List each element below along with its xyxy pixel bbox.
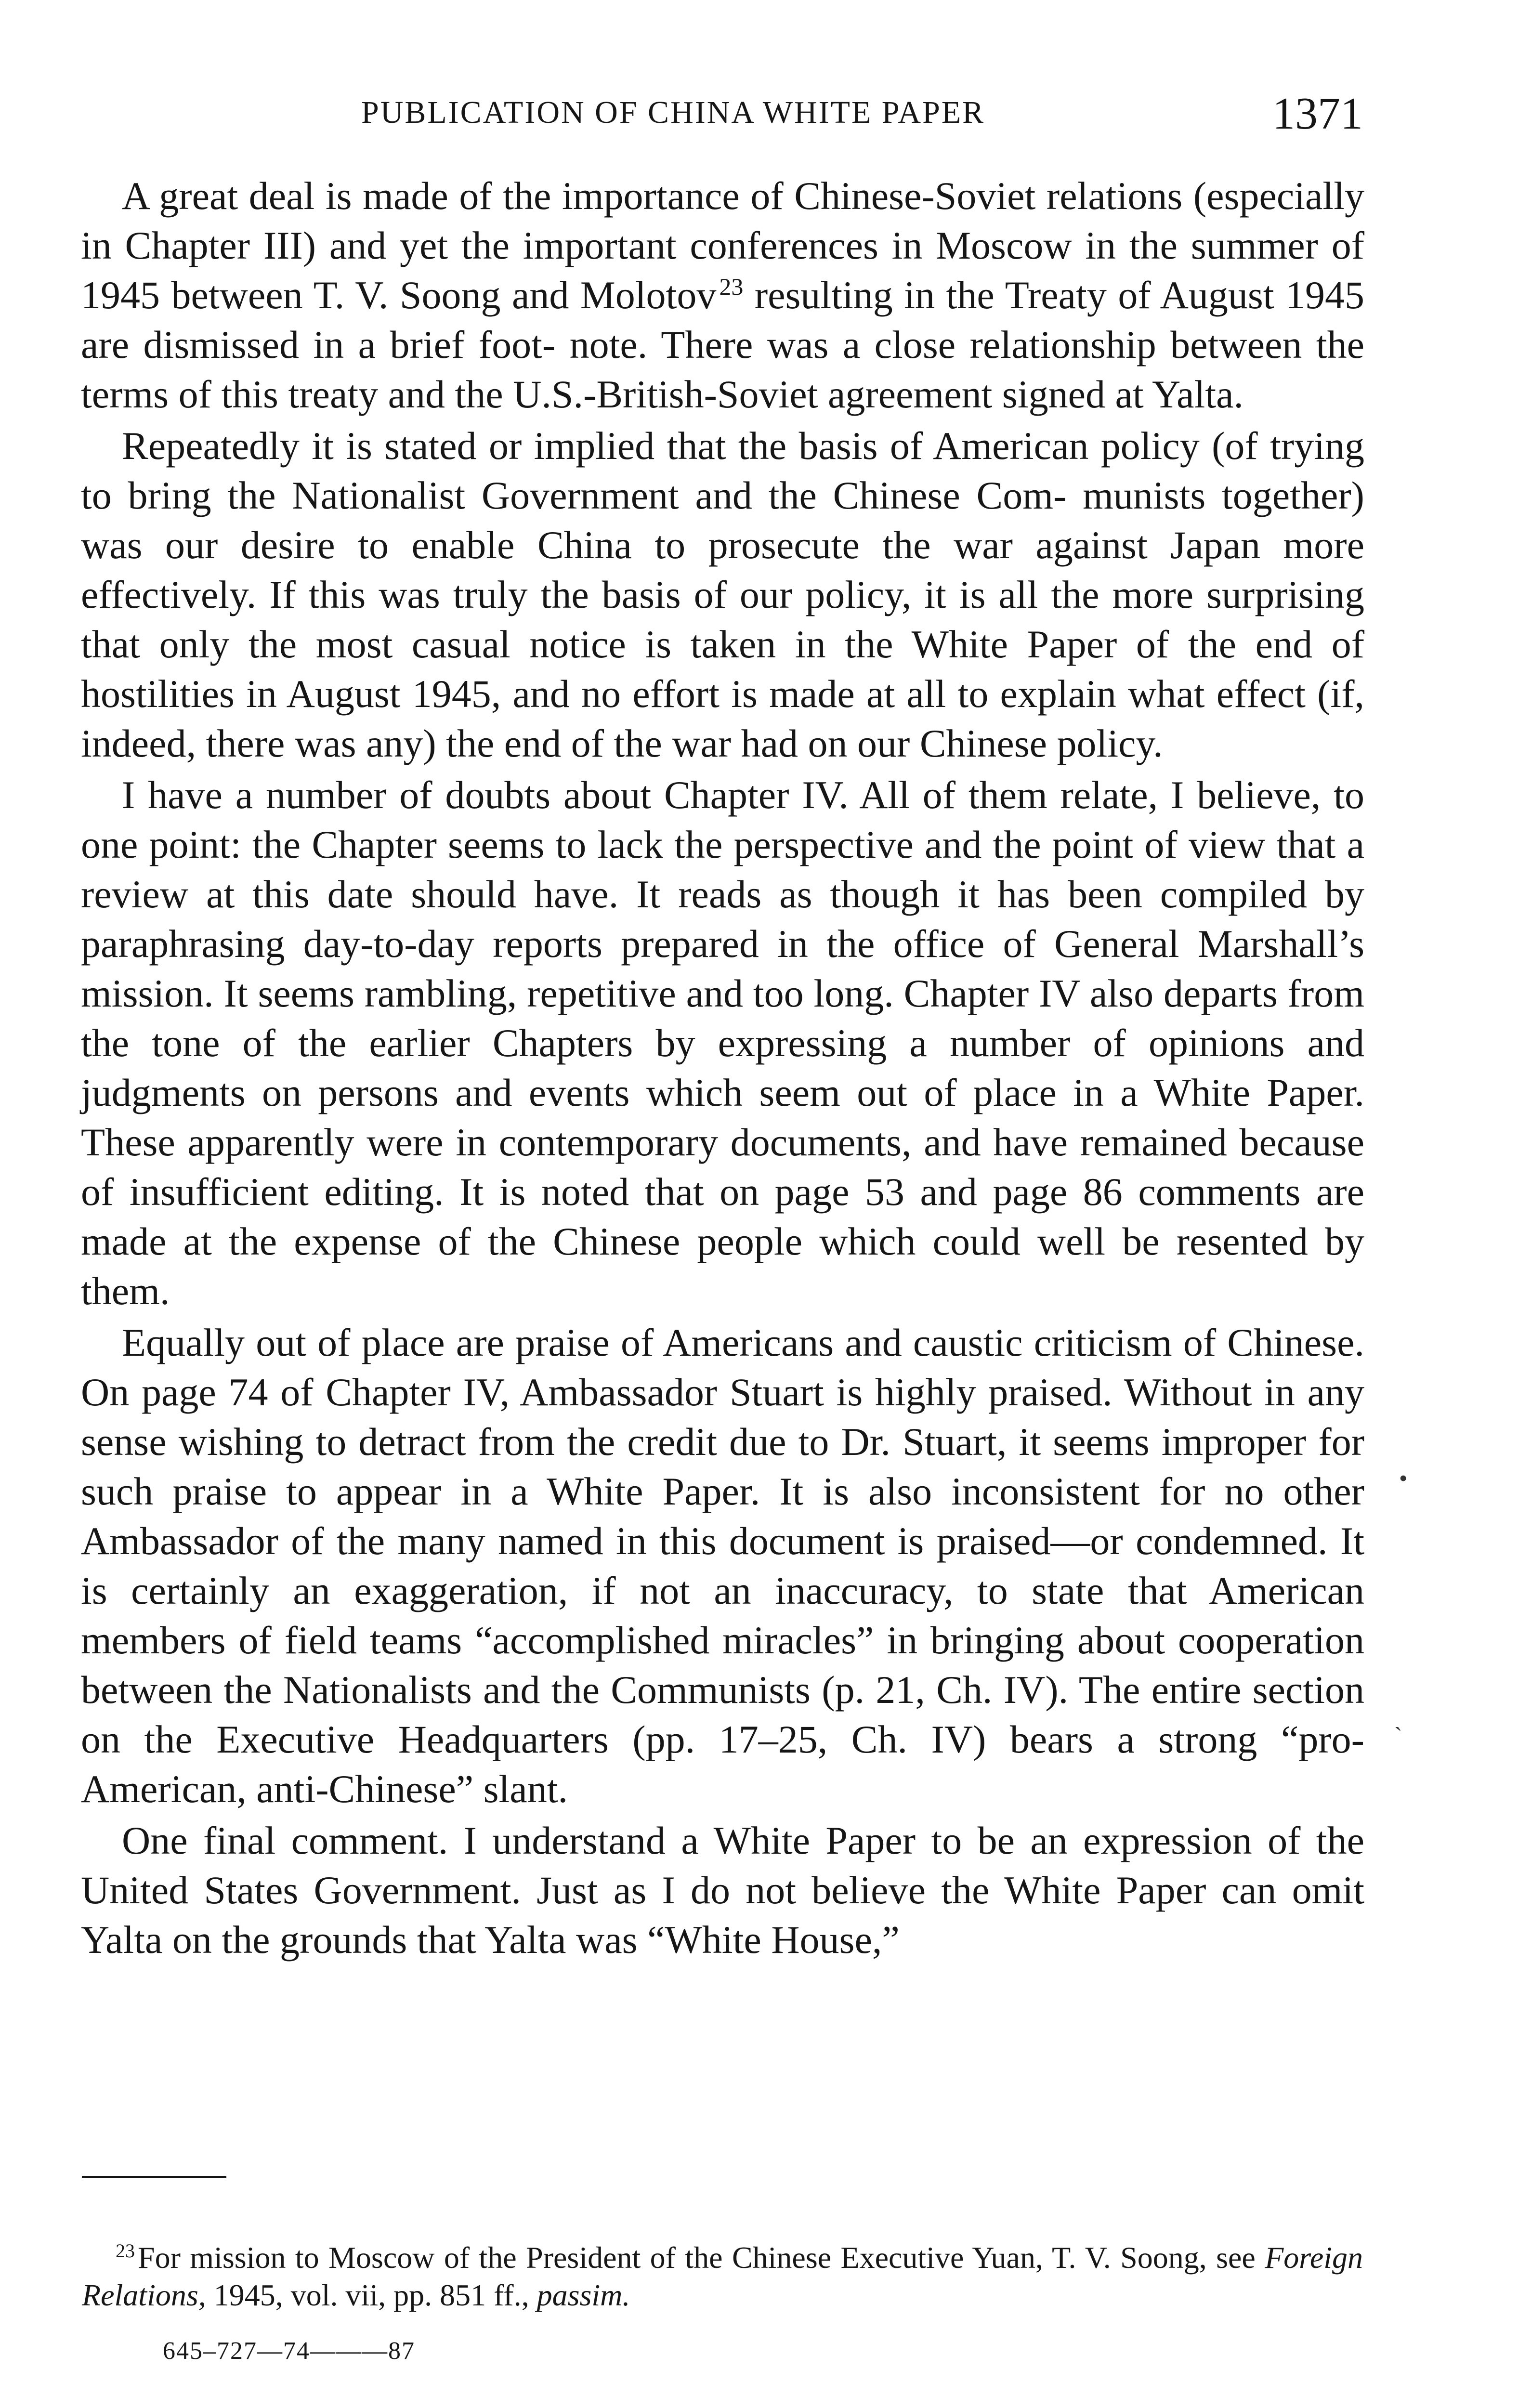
running-head	[82, 88, 1363, 141]
footnote-passim-italic: passim.	[537, 2278, 630, 2312]
paragraph-praise-criticism: Equally out of place are praise of Americans and caustic criticism of Chinese. On page 74 of Chapter IV, Ambassador Stuart is highly praised. Without in any sense wishing to detract from the credit due to Dr. Stuart, it seems improper for such praise to appear in a White Paper. It is also inconsistent for no other Ambassador of the many named in this document is praised—or condemned. It is certainly an exaggeration, if not an inaccuracy, to state that American members of field teams “accomplished miracles” in bringing about cooperation between the Nationalists and the Communists (p. 21, Ch. IV). The entire section on the Executive Headquarters (pp. 17–25, Ch. IV) bears a strong “pro-American, anti-Chinese” slant.	[81, 1321, 1364, 1811]
paragraph-chapter-iv-doubts: I have a number of doubts about Chapter IV. All of them relate, I believe, to one point: the Chapter seems to lack the perspective and the point of view that a review at this date should have. It reads as though it has been compiled by paraphrasing day-to-day reports prepared in the office of General Marshall’s mission. It seems rambling, repetitive and too long. Chapter IV also departs from the tone of the earlier Chapters by expressing a number of opinions and judgments on persons and events which seem out of place in a White Paper. These apparently were in contemporary documents, and have remained because of insufficient editing. It is noted that on page 53 and page 86 comments are made at the expense of the Chinese people which could well be resented by them.	[81, 773, 1364, 1313]
body-text	[81, 171, 1364, 1964]
print-code: 645–727—74———87	[163, 2337, 415, 2365]
running-title: PUBLICATION OF CHINA WHITE PAPER	[361, 95, 985, 130]
footnote-reference: 23	[719, 273, 744, 300]
paragraph-text: A great deal is made of the importance of Chinese-Soviet relations (especially in Chapter III) and yet the important conferences in Moscow in the summer of 1945 between T. V. Soong and Molotov	[81, 174, 1364, 317]
footnote	[82, 2239, 1363, 2314]
footnote-title-italic: Foreign Relations,	[82, 2240, 1363, 2312]
footnote-divider	[82, 2176, 226, 2178]
paragraph-final-comment: One final comment. I understand a White Paper to be an expression of the United States Government. Just as I do not believe the White Paper can omit Yalta on the grounds that Yalta was “White House,”	[81, 1819, 1364, 1962]
footnote-number: 23	[116, 2239, 135, 2262]
footnote-text: For mission to Moscow of the President of the Chinese Executive Yuan, T. V. Soong, see	[138, 2240, 1265, 2275]
paragraph-american-policy: Repeatedly it is stated or implied that the basis of American policy (of trying to bring the Nationalist Government and the Chinese Com- munists together) was our desire to enable China to prosecute the war against Japan more effectively. If this was truly the basis of our policy, it is all the more surprising that only the most casual notice is taken in the White Paper of the end of hostilities in August 1945, and no effort is made at all to explain what effect (if, indeed, there was any) the end of the war had on our Chinese policy.	[81, 424, 1364, 765]
margin-tick-mark: ˋ	[1394, 1722, 1402, 1749]
margin-dot-mark: •	[1399, 1465, 1408, 1492]
paragraph-text: resulting in the Treaty of August 1945 are dismissed in a brief foot- note. There was a close relationship between the terms of this treaty and the U.S.-British-Soviet agreement signed at Yalta.	[81, 273, 1365, 416]
footnote-text: 1945, vol. vii, pp. 851 ff.,	[206, 2278, 537, 2312]
page-number: 1371	[1272, 89, 1363, 139]
paragraph-chinese-soviet-relations	[81, 171, 1364, 419]
